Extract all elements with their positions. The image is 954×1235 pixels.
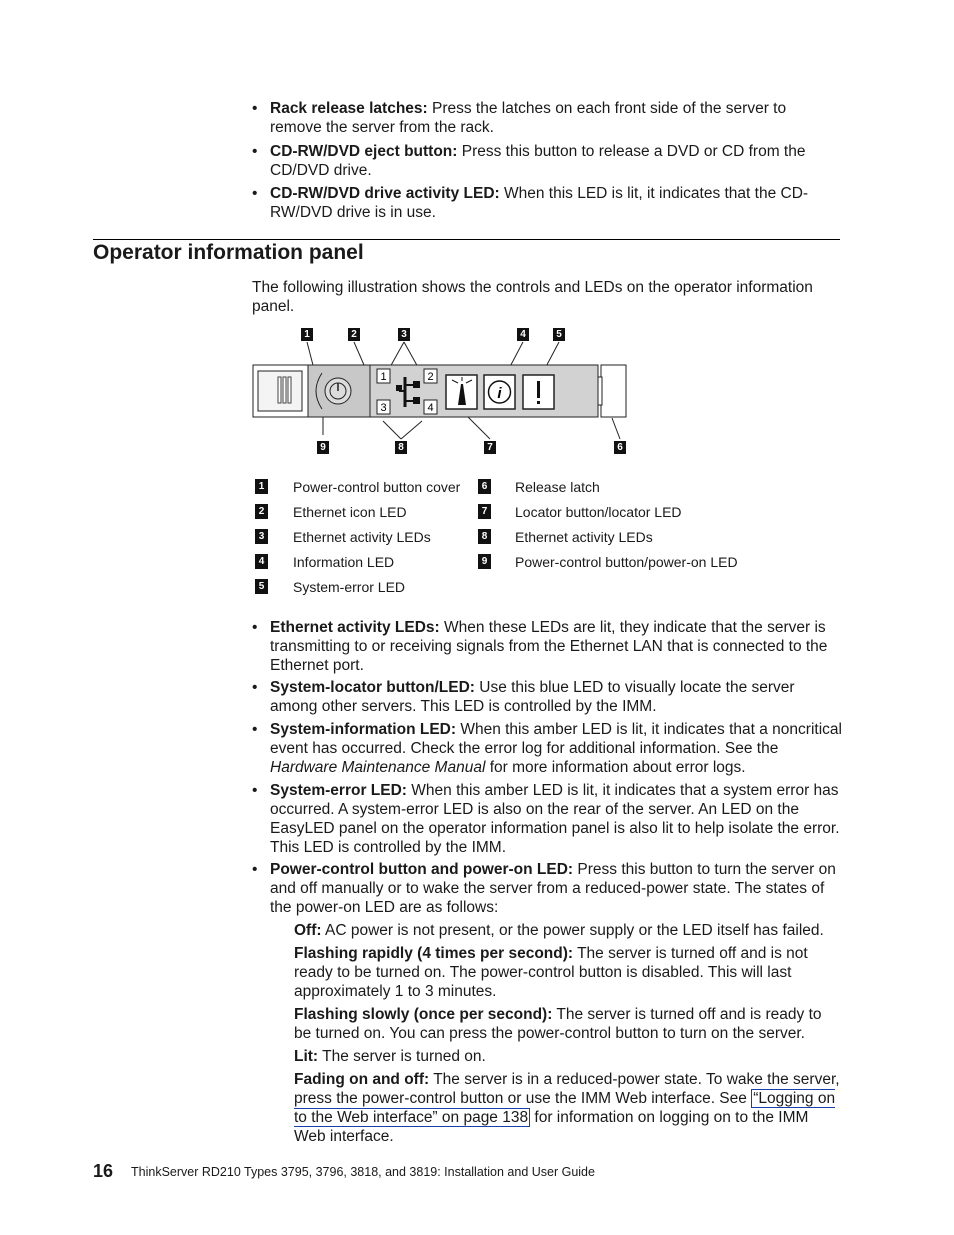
logging-on-link[interactable]: “Logging on to the Web interface” on page 138: [294, 1090, 836, 1126]
legend-num-9: 9: [478, 554, 491, 569]
callout-2: 2: [348, 328, 360, 341]
port-label-2: 2: [427, 371, 434, 383]
callout-4: 4: [517, 328, 529, 341]
page-number: 16: [93, 1161, 114, 1181]
port-label-4: 4: [427, 402, 434, 414]
legend-label-3: Ethernet activity LEDs: [293, 529, 431, 545]
bullet-power-control: • Power-control button and power-on LED: Press this button to turn the server on and off manually or to wake the server from a reduced-power state. The states of the power-on LED are as follows:: [252, 861, 836, 916]
state-off: Off: AC power is not present, or the power supply or the LED itself has failed.: [294, 922, 824, 939]
callout-5: 5: [553, 328, 565, 341]
section-rule: [93, 239, 840, 240]
callout-6: 6: [614, 441, 626, 454]
callout-7: 7: [484, 441, 496, 454]
section-title: Operator information panel: [93, 241, 364, 264]
footer-title: ThinkServer RD210 Types 3795, 3796, 3818, and 3819: Installation and User Guide: [131, 1165, 595, 1179]
operator-panel-diagram: [250, 325, 630, 460]
callout-9: 9: [317, 441, 329, 454]
state-fading: Fading on and off: The server is in a reduced-power state. To wake the server, press the power-control button or use the IMM Web interface. See “Logging on to the Web interface” on page 138 for information on logging on to the IMM Web interface.: [294, 1071, 840, 1145]
legend-num-6: 6: [478, 479, 491, 494]
legend-num-5: 5: [255, 579, 268, 594]
callout-1: 1: [301, 328, 313, 341]
legend-label-7: Locator button/locator LED: [515, 504, 682, 520]
legend-label-5: System-error LED: [293, 579, 406, 595]
legend-label-8: Ethernet activity LEDs: [515, 529, 653, 545]
legend-num-1: 1: [255, 479, 268, 494]
legend-label-6: Release latch: [515, 479, 600, 495]
bullet-cd-eject: • CD-RW/DVD eject button: Press this button to release a DVD or CD from the CD/DVD drive.: [252, 143, 806, 179]
bullet-ethernet-activity: • Ethernet activity LEDs: When these LEDs are lit, they indicate that the server is transmitting to or receiving signals from the Ethernet LAN that is connected to the Ethernet port.: [252, 619, 828, 674]
locator-icon: [446, 375, 477, 409]
release-latch-shape: [598, 365, 626, 417]
bullet-cd-activity: • CD-RW/DVD drive activity LED: When this LED is lit, it indicates that the CD-RW/DVD drive is in use.: [252, 185, 809, 221]
legend-label-1: Power-control button cover: [293, 479, 461, 495]
svg-text:i: i: [497, 385, 502, 402]
port-label-3: 3: [380, 402, 387, 414]
state-lit: Lit: The server is turned on.: [294, 1048, 486, 1065]
port-label-1: 1: [380, 371, 387, 383]
legend-label-2: Ethernet icon LED: [293, 504, 407, 520]
legend-label-4: Information LED: [293, 554, 395, 570]
bullet-rack-release: • Rack release latches: Press the latches on each front side of the server to remove the server from the rack.: [252, 100, 787, 136]
system-error-icon: [523, 375, 554, 409]
section-intro: The following illustration shows the controls and LEDs on the operator information panel.: [252, 279, 813, 315]
legend-num-3: 3: [255, 529, 268, 544]
state-flashing-rapidly: Flashing rapidly (4 times per second): The server is turned off and is not ready to be turned on. The power-control button is disabled. This will last approximately 1 to 3 minutes.: [294, 945, 808, 1000]
state-flashing-slowly: Flashing slowly (once per second): The server is turned off and is ready to be turned on. You can press the power-control button to turn on the server.: [294, 1006, 822, 1042]
bullet-system-error: • System-error LED: When this amber LED is lit, it indicates that a system error has occurred. A system-error LED is also on the rear of the server. An LED on the EasyLED panel on the operator information panel is also lit to help isolate the error. This LED is controlled by the IMM.: [252, 782, 840, 856]
legend-num-4: 4: [255, 554, 268, 569]
callout-8: 8: [395, 441, 407, 454]
legend-num-7: 7: [478, 504, 491, 519]
information-icon: [484, 375, 515, 409]
legend-num-8: 8: [478, 529, 491, 544]
legend-num-2: 2: [255, 504, 268, 519]
bullet-system-information: • System-information LED: When this amber LED is lit, it indicates that a noncritical event has occurred. Check the error log for additional information. See the Hardware Maintenance Manual for more information about error logs.: [252, 721, 842, 776]
callout-3: 3: [398, 328, 410, 341]
legend-label-9: Power-control button/power-on LED: [515, 554, 738, 570]
bullet-system-locator: • System-locator button/LED: Use this blue LED to visually locate the server among other servers. This LED is controlled by the IMM.: [252, 679, 795, 715]
